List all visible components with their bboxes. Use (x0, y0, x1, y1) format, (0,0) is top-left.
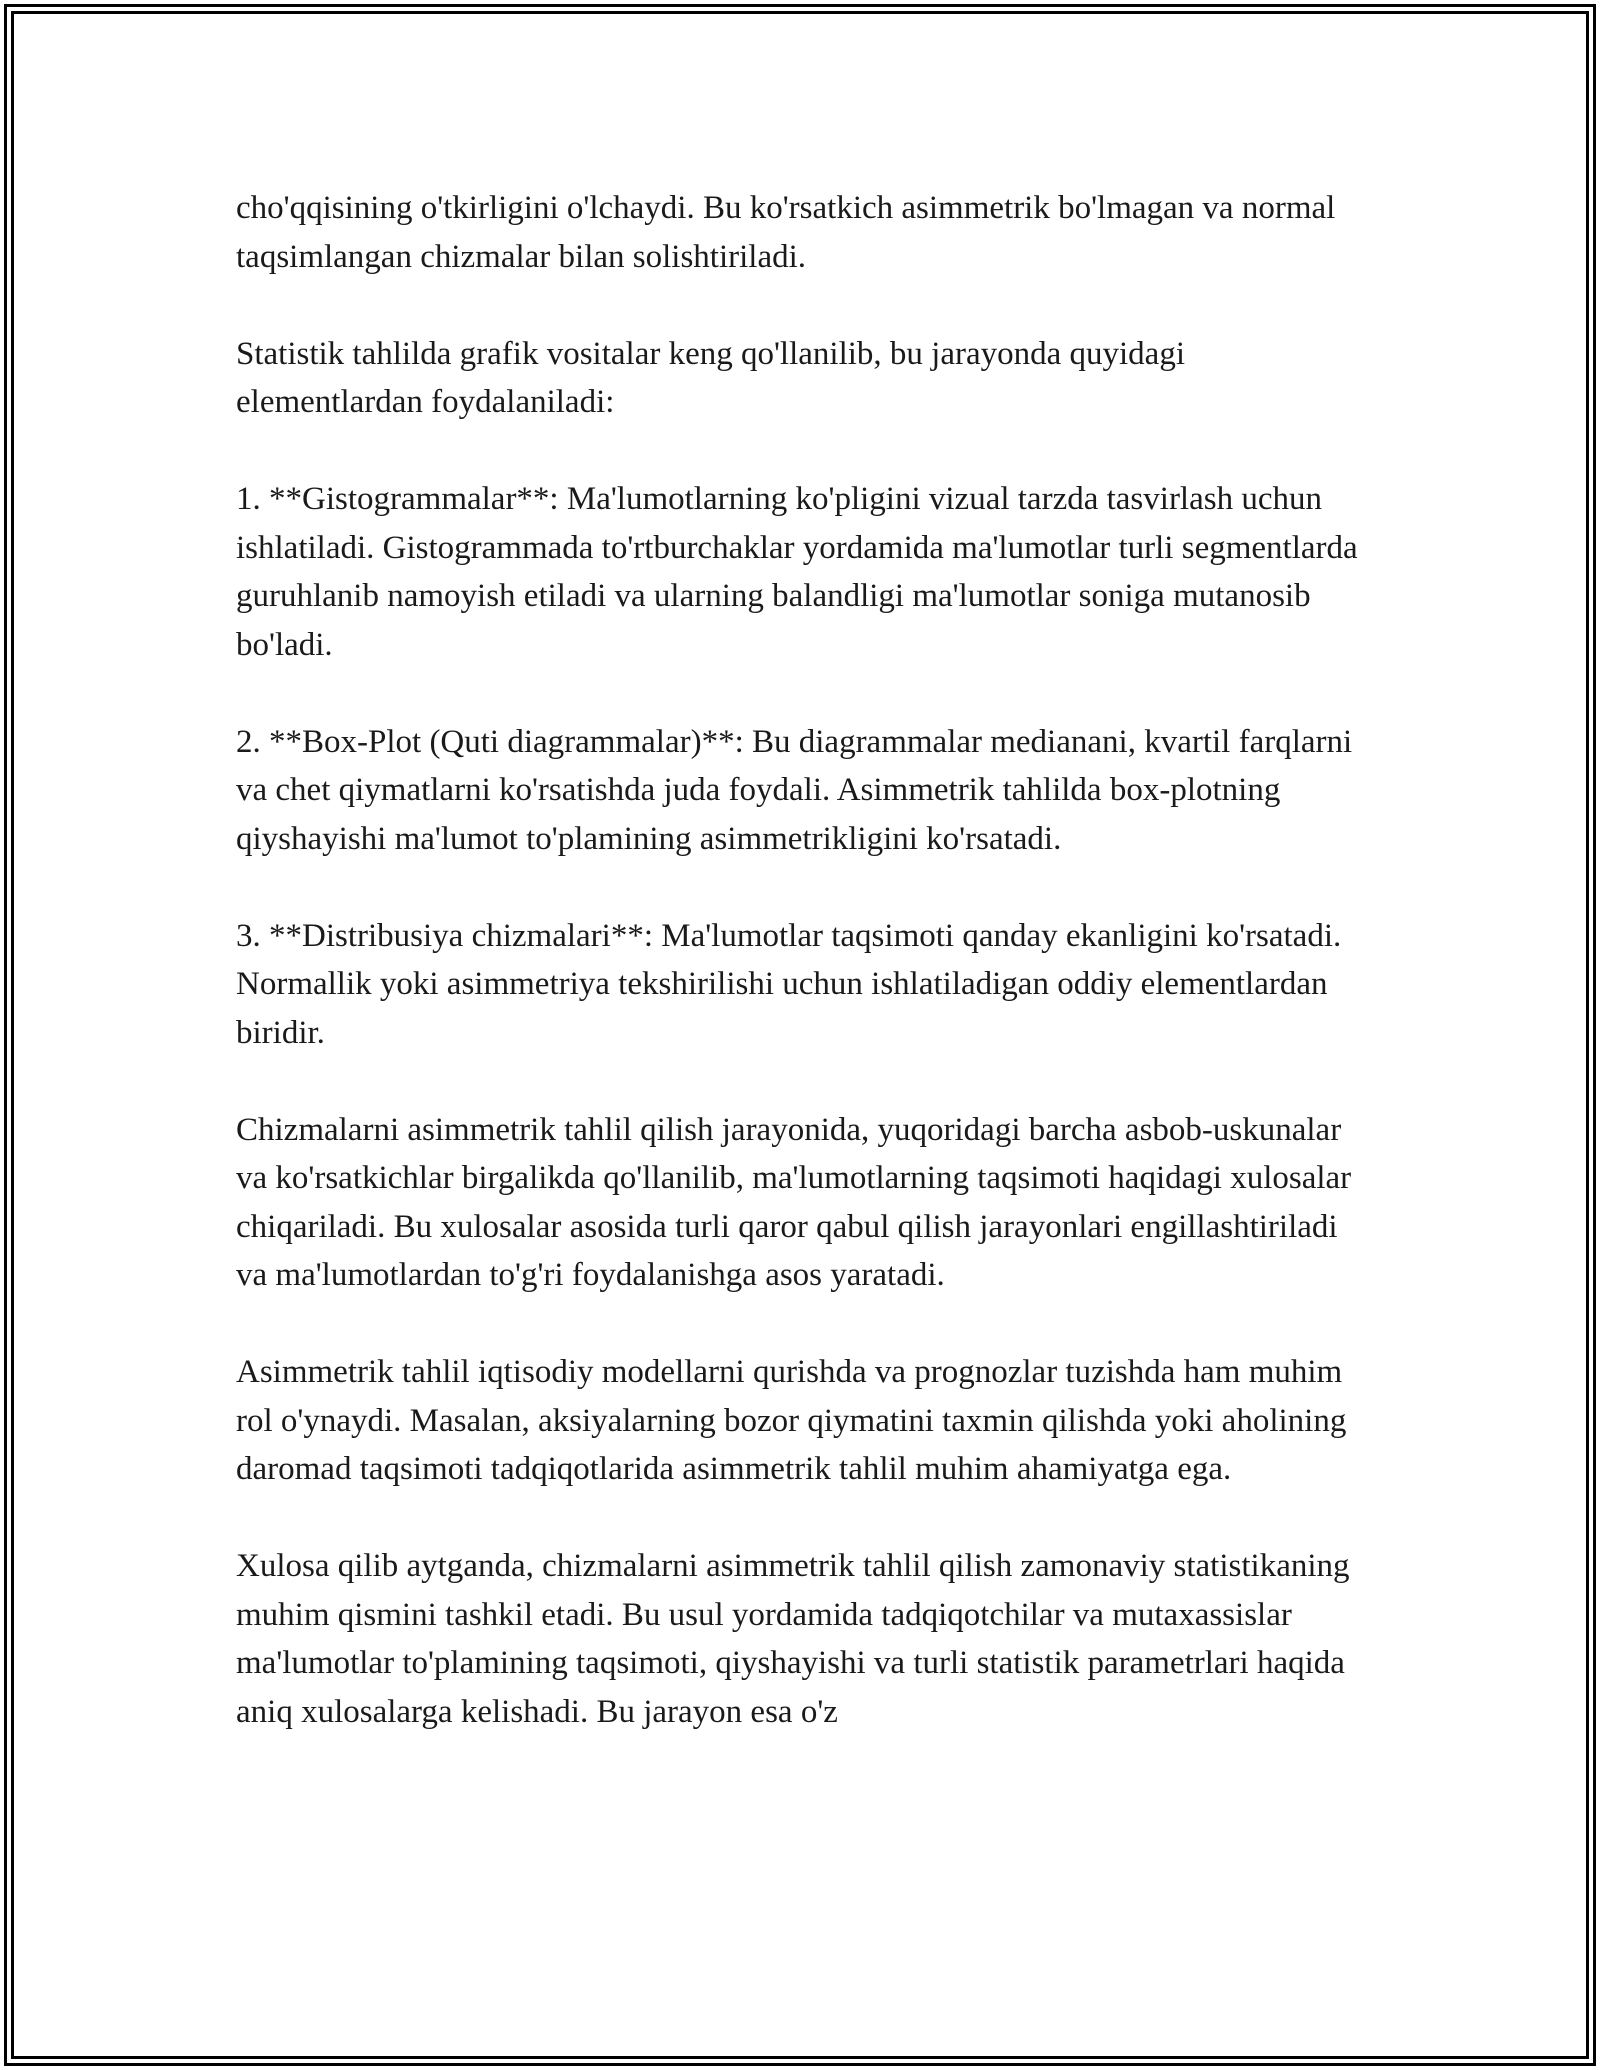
paragraph-graphic-tools: Statistik tahlilda grafik vositalar keng qo'llanilib, bu jarayonda quyidagi elementlardan foydalaniladi: (236, 335, 1185, 420)
paragraph-conclusion: Xulosa qilib aytganda, chizmalarni asimmetrik tahlil qilish zamonaviy statistikaning muhim qismini tashkil etadi. Bu usul yordamida tadqiqotchilar va mutaxassislar ma'lumotlar to'plamining taqsimoti, qiyshayishi va turli statistik parametrlari haqida aniq xulosalarga kelishadi. Bu jarayon esa o'z (236, 1548, 1350, 1730)
paragraph-kurtosis-intro: cho'qqisining o'tkirligini o'lchaydi. Bu ko'rsatkich asimmetrik bo'lmagan va normal taqsimlangan chizmalar bilan solishtiriladi. (236, 190, 1336, 275)
list-item-box-plot: 2. **Box-Plot (Quti diagrammalar)**: Bu diagrammalar medianani, kvartil farqlarni va chet qiymatlarni ko'rsatishda juda foydali. Asimmetrik tahlilda box-plotning qiyshayishi ma'lumot to'plamining asimmetrikligini ko'rsatadi. (236, 723, 1353, 857)
document-body (236, 184, 1366, 1736)
paragraph-economic-models: Asimmetrik tahlil iqtisodiy modellarni qurishda va prognozlar tuzishda ham muhim rol o'ynaydi. Masalan, aksiyalarning bozor qiymatini taxmin qilishda yoki aholining daromad taqsimoti tadqiqotlarida asimmetrik tahlil muhim ahamiyatga ega. (236, 1354, 1347, 1487)
paragraph-analysis-process: Chizmalarni asimmetrik tahlil qilish jarayonida, yuqoridagi barcha asbob-uskunalar va ko'rsatkichlar birgalikda qo'llanilib, ma'lumotlarning taqsimoti haqidagi xulosalar chiqariladi. Bu xulosalar asosida turli qaror qabul qilish jarayonlari engillashtiriladi va ma'lumotlardan to'g'ri foydalanishga asos yaratadi. (236, 1111, 1352, 1293)
list-item-histograms: 1. **Gistogrammalar**: Ma'lumotlarning ko'pligini vizual tarzda tasvirlash uchun ishlatiladi. Gistogrammada to'rtburchaklar yordamida ma'lumotlar turli segmentlarda guruhlanib namoyish etiladi va ularning balandligi ma'lumotlar soniga mutanosib bo'ladi. (236, 481, 1358, 663)
list-item-distribution-charts: 3. **Distribusiya chizmalari**: Ma'lumotlar taqsimoti qanday ekanligini ko'rsatadi. Normallik yoki asimmetriya tekshirilishi uchun ishlatiladigan oddiy elementlardan biridir. (236, 917, 1342, 1051)
